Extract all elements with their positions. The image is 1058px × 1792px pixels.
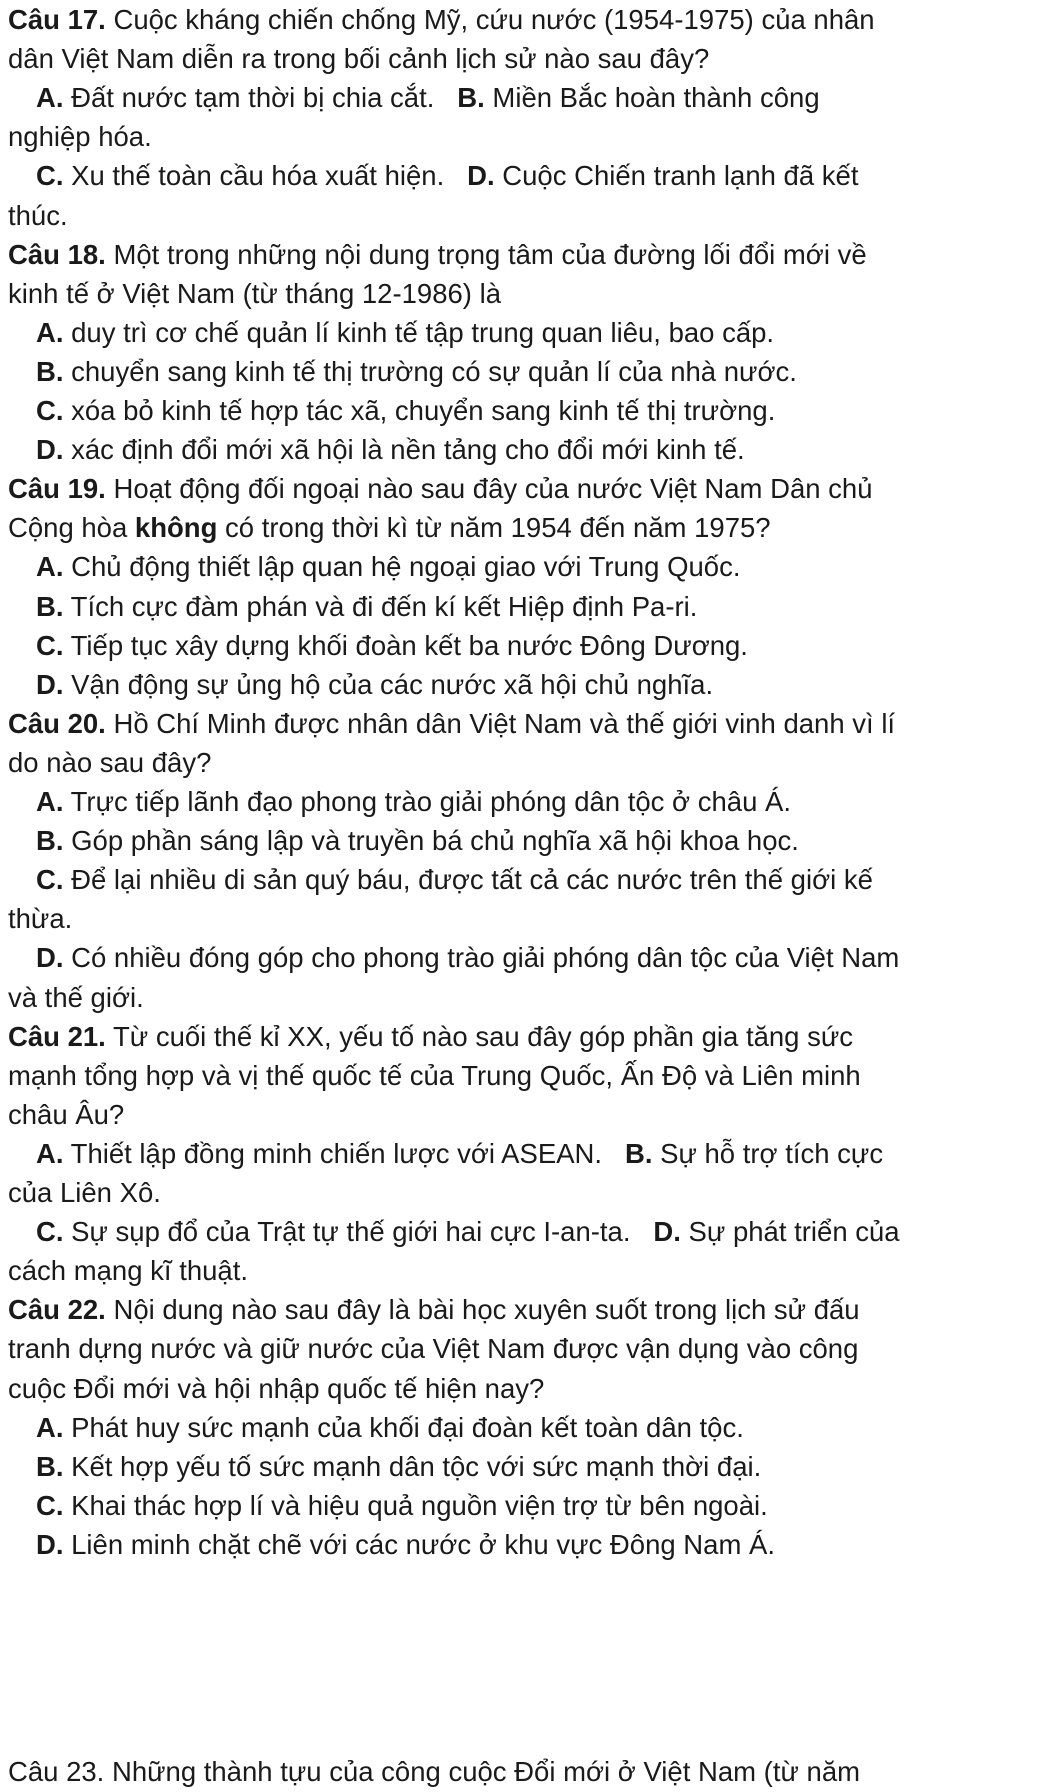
text-run: tranh dựng nước và giữ nước của Việt Nam được vận dụng vào công <box>8 1333 859 1365</box>
text-run: Khai thác hợp lí và hiệu quả nguồn viện trợ từ bên ngoài. <box>63 1489 768 1521</box>
text-run: chuyển sang kinh tế thị trường có sự quản lí của nhà nước. <box>63 355 797 387</box>
text-run: Sự sụp đổ của Trật tự thế giới hai cực I-an-ta. <box>63 1216 654 1248</box>
text-run: Kết hợp yếu tố sức mạnh dân tộc với sức mạnh thời đại. <box>63 1450 762 1482</box>
text-run: duy trì cơ chế quản lí kinh tế tập trung quan liêu, bao cấp. <box>63 316 775 348</box>
text-line <box>8 508 771 548</box>
text-run: Xu thế toàn cầu hóa xuất hiện. <box>63 160 468 192</box>
text-run: có trong thời kì từ năm 1954 đến năm 1975? <box>217 512 771 544</box>
text-run: xác định đổi mới xã hội là nền tảng cho đổi mới kinh tế. <box>63 434 745 466</box>
text-line <box>36 547 740 587</box>
text-line <box>36 156 858 196</box>
bold-label: D. <box>467 160 495 192</box>
text-line <box>36 782 791 822</box>
text-line <box>36 1525 775 1565</box>
bold-label: Câu 20. <box>8 707 106 739</box>
bold-label: D. <box>36 1528 64 1560</box>
text-run: Phát huy sức mạnh của khối đại đoàn kết toàn dân tộc. <box>63 1411 744 1443</box>
bold-label: D. <box>653 1216 681 1248</box>
text-line <box>8 1017 853 1057</box>
bold-label: B. <box>457 82 485 114</box>
bold-label: A. <box>36 316 64 348</box>
text-line <box>36 352 797 392</box>
text-line <box>8 0 875 40</box>
text-line <box>8 1369 544 1409</box>
text-run: thúc. <box>8 199 68 231</box>
text-run: dân Việt Nam diễn ra trong bối cảnh lịch sử nào sau đây? <box>8 43 710 75</box>
text-run: kinh tế ở Việt Nam (từ tháng 12-1986) là <box>8 277 501 309</box>
text-line <box>36 430 745 470</box>
text-run: Cộng hòa <box>8 512 135 544</box>
text-line <box>36 860 873 900</box>
bold-label: Câu 17. <box>8 4 106 35</box>
text-line <box>36 626 748 666</box>
text-run: Tích cực đàm phán và đi đến kí kết Hiệp định Pa-ri. <box>63 590 698 622</box>
text-line <box>8 899 72 939</box>
text-run: Liên minh chặt chẽ với các nước ở khu vực Đông Nam Á. <box>63 1528 775 1560</box>
bold-label: Câu 22. <box>8 1294 106 1326</box>
bold-label: D. <box>36 668 64 700</box>
text-line <box>8 1251 248 1291</box>
text-line <box>8 1056 861 1096</box>
bold-label: B. <box>36 355 64 387</box>
text-run: Thiết lập đồng minh chiến lược với ASEAN. <box>63 1137 625 1169</box>
text-run: của Liên Xô. <box>8 1177 161 1208</box>
bold-label: Câu 19. <box>8 473 106 505</box>
text-run: Hoạt động đối ngoại nào sau đây của nước Việt Nam Dân chủ <box>105 473 873 505</box>
text-run: và thế giới. <box>8 981 144 1013</box>
text-run: Trực tiếp lãnh đạo phong trào giải phóng dân tộc ở châu Á. <box>63 786 791 817</box>
text-line <box>8 196 68 236</box>
bold-label: B. <box>36 590 64 622</box>
text-line <box>36 1486 768 1526</box>
text-run: Vận động sự ủng hộ của các nước xã hội chủ nghĩa. <box>63 668 714 700</box>
text-line <box>8 1095 124 1135</box>
cutoff-line: Câu 23. Những thành tựu của công cuộc Đổi mới ở Việt Nam (từ năm <box>8 1756 861 1787</box>
text-line <box>8 469 873 509</box>
text-line <box>36 391 775 431</box>
text-line <box>8 39 709 79</box>
text-line <box>36 1212 900 1252</box>
text-run: Từ cuối thế kỉ XX, yếu tố nào sau đây góp phần gia tăng sức <box>105 1020 854 1052</box>
bold-label: A. <box>36 786 64 817</box>
text-line <box>36 1447 761 1487</box>
text-run: Sự hỗ trợ tích cực <box>652 1137 884 1169</box>
text-line <box>36 78 820 118</box>
text-run: Sự phát triển của <box>680 1216 900 1248</box>
text-line <box>8 1290 860 1330</box>
text-run: mạnh tổng hợp và vị thế quốc tế của Trung Quốc, Ấn Độ và Liên minh <box>8 1059 861 1091</box>
text-line <box>8 743 211 783</box>
text-line <box>8 235 867 275</box>
text-line <box>8 274 501 314</box>
bold-label: C. <box>36 160 64 192</box>
text-run: Tiếp tục xây dựng khối đoàn kết ba nước Đông Dương. <box>63 629 748 661</box>
bold-label: không <box>134 512 218 544</box>
text-run: cách mạng kĩ thuật. <box>8 1255 248 1287</box>
bold-label: B. <box>36 1450 64 1482</box>
text-line <box>8 978 144 1018</box>
text-run: Góp phần sáng lập và truyền bá chủ nghĩa xã hội khoa học. <box>63 825 799 857</box>
text-run: nghiệp hóa. <box>8 121 152 153</box>
bold-label: Câu 18. <box>8 238 106 270</box>
text-line <box>36 665 713 705</box>
bold-label: A. <box>36 1137 64 1169</box>
text-line <box>36 313 774 353</box>
bold-label: B. <box>624 1137 653 1169</box>
text-line <box>36 1134 883 1174</box>
text-line <box>8 704 895 744</box>
bold-label: A. <box>36 82 64 114</box>
text-run: xóa bỏ kinh tế hợp tác xã, chuyển sang kinh tế thị trường. <box>63 395 776 426</box>
bold-label: B. <box>36 825 64 857</box>
bold-label: A. <box>36 1411 64 1443</box>
text-line <box>36 938 899 978</box>
text-run: Miền Bắc hoàn thành công <box>484 82 820 114</box>
text-run: Nội dung nào sau đây là bài học xuyên suốt trong lịch sử đấu <box>105 1294 860 1326</box>
text-run: Để lại nhiều di sản quý báu, được tất cả các nước trên thế giới kế <box>63 864 873 896</box>
text-line <box>36 821 799 861</box>
text-run: châu Âu? <box>8 1098 125 1130</box>
text-line <box>36 587 697 627</box>
text-run: Có nhiều đóng góp cho phong trào giải phóng dân tộc của Việt Nam <box>63 942 900 974</box>
bold-label: C. <box>36 629 64 661</box>
bold-label: D. <box>36 434 64 466</box>
text-line <box>36 1408 744 1448</box>
bold-label: D. <box>36 942 64 974</box>
text-run: Chủ động thiết lập quan hệ ngoại giao với Trung Quốc. <box>63 551 741 583</box>
bold-label: C. <box>36 395 64 426</box>
bold-label: Câu 21. <box>8 1020 106 1052</box>
text-line <box>8 117 152 157</box>
text-run: Đất nước tạm thời bị chia cắt. <box>63 82 458 114</box>
text-run: cuộc Đổi mới và hội nhập quốc tế hiện nay? <box>8 1372 545 1404</box>
text-run: Cuộc kháng chiến chống Mỹ, cứu nước (1954-1975) của nhân <box>105 4 875 35</box>
text-run: Cuộc Chiến tranh lạnh đã kết <box>494 160 859 192</box>
bold-label: C. <box>36 1489 64 1521</box>
text-line <box>8 1329 858 1369</box>
bold-label: A. <box>36 551 64 583</box>
bold-label: C. <box>36 1216 64 1248</box>
text-line <box>8 1173 161 1213</box>
text-run: do nào sau đây? <box>8 746 212 778</box>
text-run: Một trong những nội dung trọng tâm của đường lối đổi mới về <box>105 238 867 270</box>
text-run: thừa. <box>8 903 73 935</box>
text-run: Hồ Chí Minh được nhân dân Việt Nam và thế giới vinh danh vì lí <box>105 707 896 739</box>
bold-label: C. <box>36 864 64 896</box>
